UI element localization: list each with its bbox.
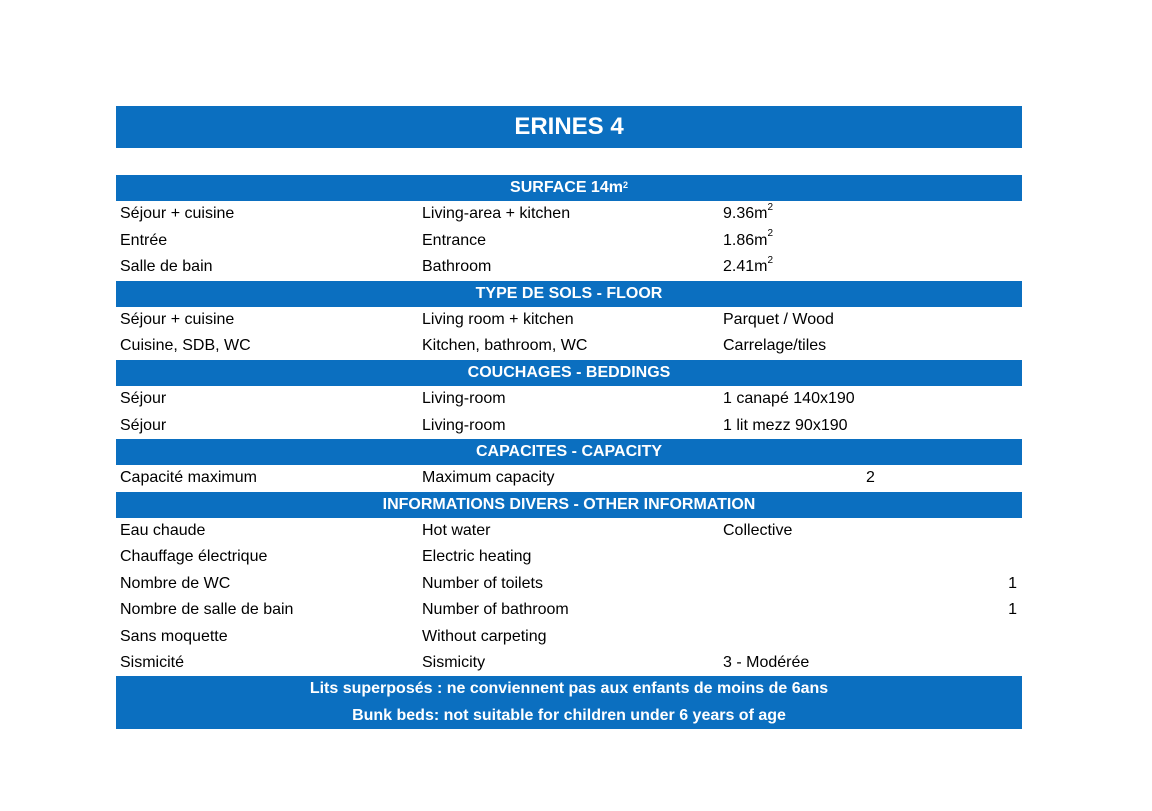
other-row: [116, 518, 1022, 544]
row-fr: Capacité maximum: [120, 469, 257, 487]
row-value: 2: [866, 469, 875, 487]
page-title: ERINES 4: [116, 106, 1022, 148]
value-sup: 2: [767, 228, 774, 240]
row-en: Hot water: [422, 522, 491, 540]
row-value: 1 canapé 140x190: [723, 390, 855, 408]
row-en: Living-area + kitchen: [422, 205, 571, 223]
warning-fr: Lits superposés : ne conviennent pas aux enfants de moins de 6ans: [309, 680, 829, 698]
surface-header: [116, 175, 1022, 201]
row-en: Maximum capacity: [422, 469, 555, 487]
warning-en: Bunk beds: not suitable for children under 6 years of age: [352, 706, 786, 724]
row-en: Entrance: [422, 231, 487, 249]
other-row: [116, 571, 1022, 597]
capacity-header: CAPACITES - CAPACITY: [116, 439, 1022, 465]
row-value: [723, 254, 773, 280]
row-value: 3 - Modérée: [723, 654, 810, 672]
row-en: Living-room: [422, 390, 506, 408]
capacity-row: [116, 465, 1022, 491]
other-row: [116, 544, 1022, 570]
row-en: Without carpeting: [422, 627, 547, 645]
row-fr: Séjour + cuisine: [120, 310, 235, 328]
row-fr: Cuisine, SDB, WC: [120, 337, 251, 355]
bunk-bed-warning: [116, 676, 1022, 729]
row-value: [723, 228, 773, 254]
floor-header: TYPE DE SOLS - FLOOR: [116, 281, 1022, 307]
row-en: Living-room: [422, 416, 506, 434]
beddings-row: [116, 413, 1022, 439]
row-fr: Sismicité: [120, 654, 185, 672]
floor-row: [116, 307, 1022, 333]
surface-row: [116, 228, 1022, 254]
row-fr: Eau chaude: [120, 522, 206, 540]
row-en: Bathroom: [422, 258, 492, 276]
value-sup: 2: [767, 202, 774, 214]
other-row: [116, 597, 1022, 623]
row-fr: Nombre de salle de bain: [120, 601, 294, 619]
row-fr: Nombre de WC: [120, 574, 231, 592]
row-fr: Sans moquette: [120, 627, 228, 645]
row-en: Electric heating: [422, 548, 532, 566]
row-fr: Séjour: [120, 416, 167, 434]
row-fr: Séjour + cuisine: [120, 205, 235, 223]
row-en: Living room + kitchen: [422, 310, 574, 328]
surface-row: [116, 201, 1022, 227]
row-fr: Chauffage électrique: [120, 548, 268, 566]
beddings-header: COUCHAGES - BEDDINGS: [116, 360, 1022, 386]
row-value: [723, 201, 773, 227]
surface-row: [116, 254, 1022, 280]
row-fr: Entrée: [120, 231, 168, 249]
other-row: [116, 624, 1022, 650]
surface-header-sup: 2: [622, 180, 628, 191]
row-en: Number of bathroom: [422, 601, 569, 619]
floor-row: [116, 333, 1022, 359]
property-sheet: [116, 175, 1022, 729]
row-number: 1: [1008, 601, 1017, 619]
value-text: 1.86m: [723, 231, 768, 249]
row-fr: Salle de bain: [120, 258, 213, 276]
beddings-row: [116, 386, 1022, 412]
row-value: 1 lit mezz 90x190: [723, 416, 848, 434]
value-sup: 2: [767, 254, 774, 266]
row-number: 1: [1008, 574, 1017, 592]
row-en: Sismicity: [422, 654, 486, 672]
other-row: [116, 650, 1022, 676]
row-en: Kitchen, bathroom, WC: [422, 337, 588, 355]
other-header: INFORMATIONS DIVERS - OTHER INFORMATION: [116, 492, 1022, 518]
row-value: Collective: [723, 522, 793, 540]
row-en: Number of toilets: [422, 574, 543, 592]
row-value: Carrelage/tiles: [723, 337, 827, 355]
value-text: 2.41m: [723, 258, 768, 276]
surface-header-label: SURFACE 14m: [510, 179, 623, 197]
row-fr: Séjour: [120, 390, 167, 408]
value-text: 9.36m: [723, 205, 768, 223]
row-value: Parquet / Wood: [723, 310, 834, 328]
